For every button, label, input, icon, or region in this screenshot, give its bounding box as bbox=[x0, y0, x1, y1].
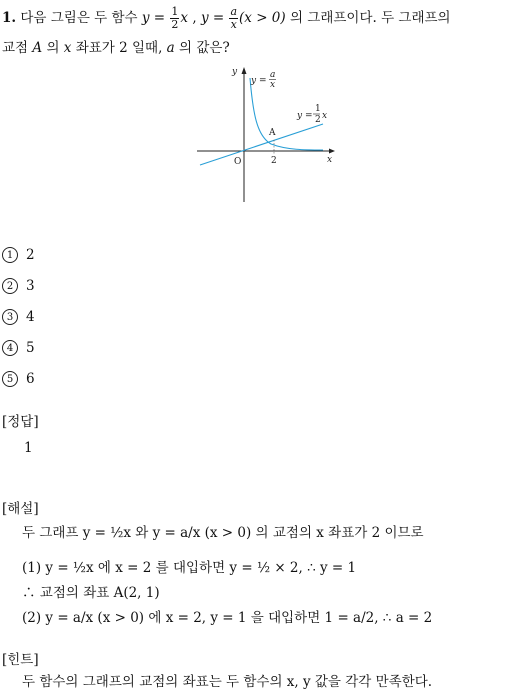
question-line-1 bbox=[2, 6, 451, 31]
func1-lhs: y = bbox=[141, 10, 166, 26]
choice-mark-icon: 3 bbox=[2, 309, 18, 325]
y-axis-arrow bbox=[242, 67, 247, 74]
solution-line-4: (2) y = a/x (x > 0) 에 x = 2, y = 1 을 대입하면 1 = a/2, ∴ a = 2 bbox=[22, 610, 433, 626]
solution-line-2: (1) y = ½x 에 x = 2 를 대입하면 y = ½ × 2, ∴ y = 1 bbox=[22, 560, 357, 576]
graph-y-axis-label: y bbox=[232, 67, 238, 77]
func2-den: x bbox=[230, 18, 237, 31]
choice-text: 6 bbox=[26, 371, 35, 387]
curve-label-den: x bbox=[270, 80, 276, 90]
func1-var: x bbox=[180, 10, 189, 26]
func2-lhs: y = bbox=[200, 10, 225, 26]
question-text-1b: 의 그래프이다. 두 그래프의 bbox=[289, 10, 451, 26]
line-label-den: 2 bbox=[315, 115, 321, 125]
line-half-x bbox=[200, 124, 323, 165]
choice-text: 3 bbox=[26, 278, 35, 294]
choice-mark-icon: 5 bbox=[2, 371, 18, 387]
x-axis-arrow bbox=[329, 149, 335, 154]
line-label-var: x bbox=[322, 111, 328, 121]
question-number: 1. bbox=[2, 10, 17, 26]
origin-label: O bbox=[234, 157, 242, 167]
q2-d: 의 값은? bbox=[179, 40, 230, 56]
choice-5[interactable] bbox=[2, 371, 35, 387]
answer-value: 1 bbox=[24, 440, 33, 456]
q2-A: A bbox=[32, 40, 43, 56]
choice-3[interactable] bbox=[2, 309, 35, 325]
q2-aa: a bbox=[166, 40, 175, 56]
comma: , bbox=[192, 10, 197, 26]
func2-cond: (x > 0) bbox=[239, 10, 286, 26]
func1-den: 2 bbox=[171, 18, 179, 31]
choice-text: 4 bbox=[26, 309, 35, 325]
x-value-2-label: 2 bbox=[271, 156, 277, 166]
q2-a: 교점 bbox=[2, 40, 29, 56]
point-A-label: A bbox=[269, 128, 276, 138]
choice-text: 2 bbox=[26, 247, 35, 263]
curve-label-num: a bbox=[270, 70, 276, 80]
curve-label-lhs: y = bbox=[251, 76, 267, 86]
question-text-1: 다음 그림은 두 함수 bbox=[20, 10, 138, 26]
question-line-2 bbox=[2, 36, 230, 56]
func1-fraction bbox=[170, 6, 179, 31]
hint-label: [힌트] bbox=[2, 652, 39, 668]
choice-1[interactable] bbox=[2, 247, 35, 263]
func2-fraction bbox=[229, 6, 238, 31]
function-graph bbox=[195, 64, 345, 204]
choice-text: 5 bbox=[26, 340, 35, 356]
solution-label: [해설] bbox=[2, 501, 39, 517]
answer-label: [정답] bbox=[2, 414, 39, 430]
choice-mark-icon: 2 bbox=[2, 278, 18, 294]
solution-line-1: 두 그래프 y = ½x 와 y = a/x (x > 0) 의 교점의 x 좌표가 2 이므로 bbox=[22, 525, 424, 541]
choice-2[interactable] bbox=[2, 278, 35, 294]
choice-mark-icon: 1 bbox=[2, 247, 18, 263]
graph-x-axis-label: x bbox=[327, 155, 333, 165]
hint-text: 두 함수의 그래프의 교점의 좌표는 두 함수의 x, y 값을 각각 만족한다. bbox=[22, 674, 433, 690]
q2-b: 의 bbox=[46, 40, 60, 56]
solution-line-3: ∴ 교점의 좌표 A(2, 1) bbox=[22, 585, 160, 601]
line-label-num: 1 bbox=[315, 104, 321, 114]
line-label-lhs: y = bbox=[297, 111, 313, 121]
func1-num: 1 bbox=[171, 5, 179, 18]
choice-4[interactable] bbox=[2, 340, 35, 356]
q2-c: 좌표가 2 일때, bbox=[75, 40, 163, 56]
func2-num: a bbox=[230, 5, 238, 18]
choice-mark-icon: 4 bbox=[2, 340, 18, 356]
q2-x: x bbox=[63, 40, 72, 56]
